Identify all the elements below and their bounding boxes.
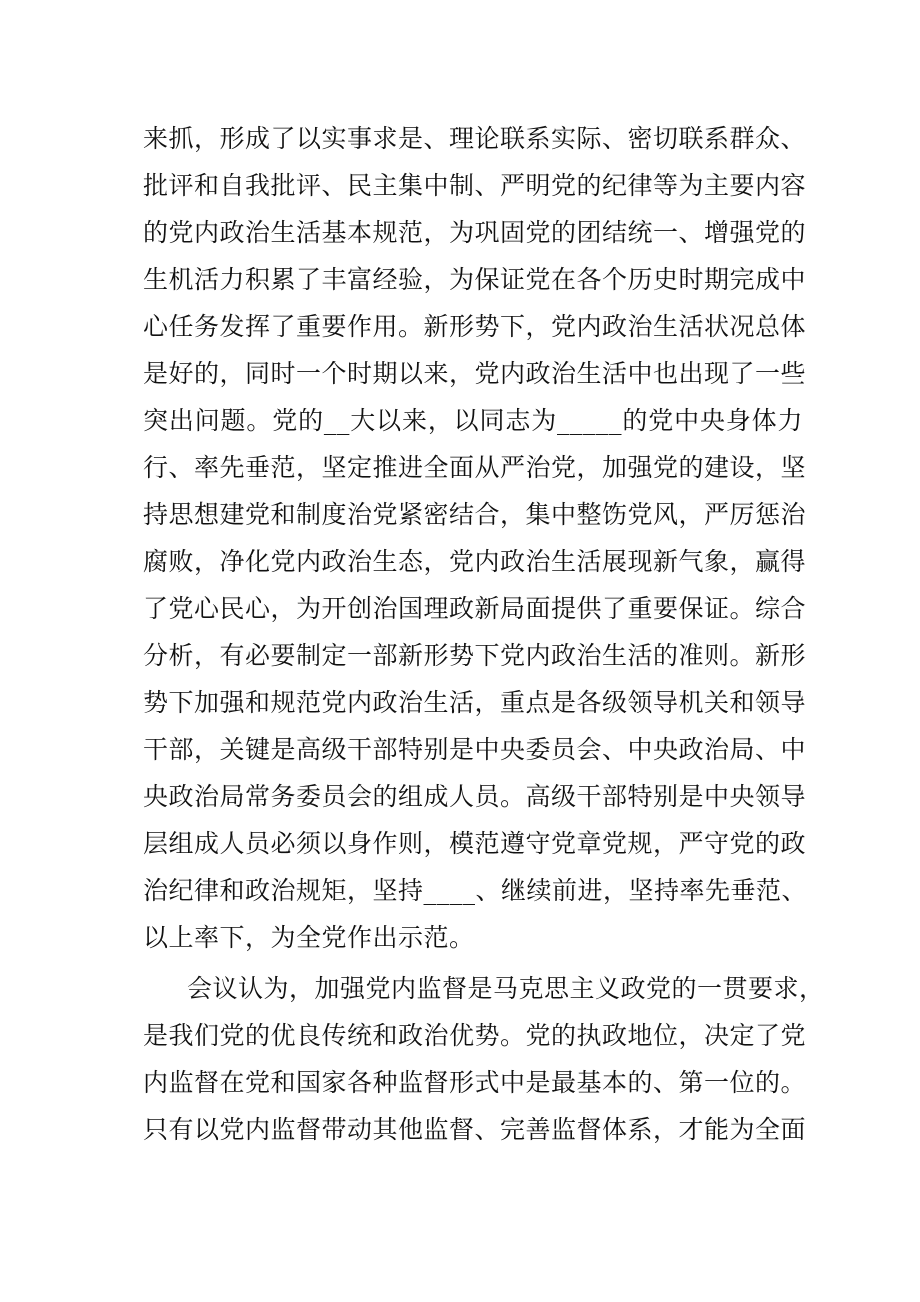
text-line: 治纪律和政治规矩，坚持____、继续前进，坚持率先垂范、	[143, 876, 808, 905]
paragraph-2	[143, 965, 825, 1153]
text-line: 批评和自我批评、民主集中制、严明党的纪律等为主要内容	[143, 171, 807, 200]
text-line: 心任务发挥了重要作用。新形势下，党内政治生活状况总体	[143, 312, 807, 341]
text-line: 层组成人员必须以身作则，模范遵守党章党规，严守党的政	[143, 829, 807, 858]
text-line: 来抓，形成了以实事求是、理论联系实际、密切联系群众、	[143, 124, 807, 153]
text-line: 了党心民心，为开创治国理政新局面提供了重要保证。综合	[143, 594, 807, 623]
text-line: 行、率先垂范，坚定推进全面从严治党，加强党的建设，坚	[143, 453, 807, 482]
text-line: 会议认为，加强党内监督是马克思主义政党的一贯要求，	[187, 974, 825, 1003]
text-line: 腐败，净化党内政治生态，党内政治生活展现新气象，赢得	[143, 547, 807, 576]
text-line: 突出问题。党的__大以来，以同志为_____的党中央身体力	[143, 406, 803, 435]
text-line: 持思想建党和制度治党紧密结合，集中整饬党风，严厉惩治	[143, 500, 807, 529]
text-line: 以上率下，为全党作出示范。	[143, 923, 475, 952]
text-line: 的党内政治生活基本规范，为巩固党的团结统一、增强党的	[143, 218, 807, 247]
text-line: 只有以党内监督带动其他监督、完善监督体系，才能为全面	[143, 1115, 807, 1144]
text-line: 分析，有必要制定一部新形势下党内政治生活的准则。新形	[143, 641, 807, 670]
text-line: 干部，关键是高级干部特别是中央委员会、中央政治局、中	[143, 735, 807, 764]
document-body	[143, 115, 825, 1153]
text-line: 是好的，同时一个时期以来，党内政治生活中也出现了一些	[143, 359, 807, 388]
text-line: 势下加强和规范党内政治生活，重点是各级领导机关和领导	[143, 688, 807, 717]
text-line: 央政治局常务委员会的组成人员。高级干部特别是中央领导	[143, 782, 807, 811]
paragraph-1	[143, 115, 808, 961]
text-line: 内监督在党和国家各种监督形式中是最基本的、第一位的。	[143, 1068, 807, 1097]
text-line: 是我们党的优良传统和政治优势。党的执政地位，决定了党	[143, 1021, 807, 1050]
text-line: 生机活力积累了丰富经验，为保证党在各个历史时期完成中	[143, 265, 807, 294]
